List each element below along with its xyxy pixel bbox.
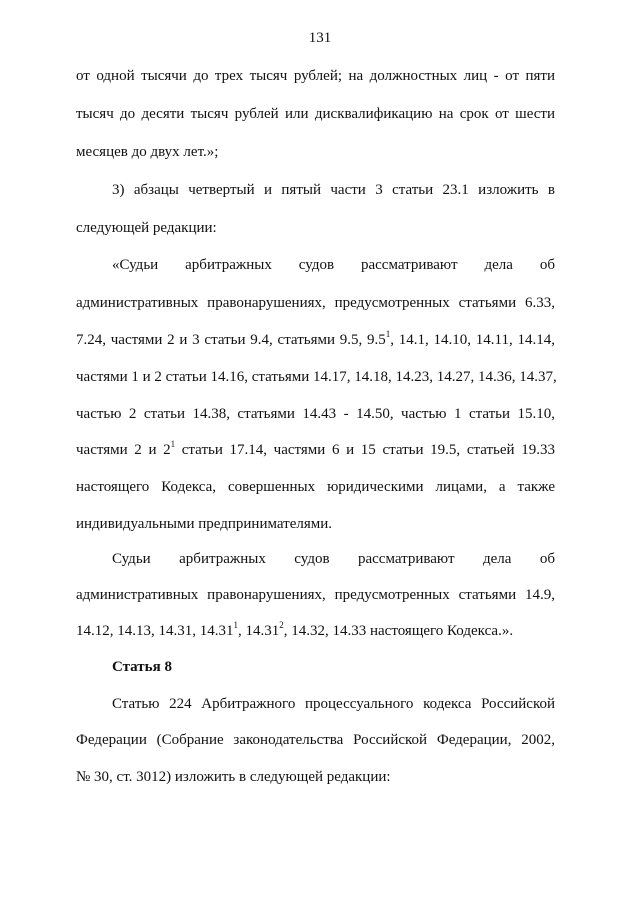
text-line: административных правонарушениях, предусмотренных статьями 6.33, <box>76 295 555 311</box>
text-segment: частями 2 и 2 <box>76 442 171 458</box>
text-line: тысяч до десяти тысяч рублей или дисквалификацию на срок от шести <box>76 106 555 122</box>
text-line <box>76 622 555 640</box>
superscript: 1 <box>385 329 391 339</box>
text-segment: 14.12, 14.13, 14.31, 14.31 <box>76 623 234 639</box>
superscript: 2 <box>279 620 284 630</box>
article-heading: Статья 8 <box>112 659 172 675</box>
text-line: настоящего Кодекса, совершенных юридическими лицами, а также <box>76 479 555 495</box>
text-line: месяцев до двух лет.»; <box>76 144 219 160</box>
text-line: административных правонарушениях, предусмотренных статьями 14.9, <box>76 587 555 603</box>
text-line: «Судьи арбитражных судов рассматривают дела об <box>112 257 555 273</box>
text-line <box>76 441 555 459</box>
text-line <box>76 331 555 349</box>
text-line: Судьи арбитражных судов рассматривают дела об <box>112 551 555 567</box>
text-segment: 7.24, частями 2 и 3 статьи 9.4, статьями 9.5, 9.5 <box>76 332 386 348</box>
superscript: 1 <box>233 620 238 630</box>
superscript: 1 <box>170 439 176 449</box>
text-line: от одной тысячи до трех тысяч рублей; на должностных лиц - от пяти <box>76 68 555 84</box>
text-line: 3) абзацы четвертый и пятый части 3 статьи 23.1 изложить в <box>112 182 555 198</box>
text-line: частью 2 статьи 14.38, статьями 14.43 - 14.50, частью 1 статьи 15.10, <box>76 406 555 422</box>
text-line: № 30, ст. 3012) изложить в следующей редакции: <box>76 769 391 785</box>
text-line: Федерации (Собрание законодательства Российской Федерации, 2002, <box>76 732 555 748</box>
text-segment: статьи 17.14, частями 6 и 15 статьи 19.5, статьей 19.33 <box>175 442 555 458</box>
text-line: индивидуальными предпринимателями. <box>76 516 333 532</box>
text-line: частями 1 и 2 статьи 14.16, статьями 14.17, 14.18, 14.23, 14.27, 14.36, 14.37, <box>76 369 557 385</box>
text-segment: , 14.31 <box>238 623 280 639</box>
text-segment: , 14.1, 14.10, 14.11, 14.14, <box>390 332 555 348</box>
text-line: следующей редакции: <box>76 220 217 236</box>
page-number: 131 <box>308 30 332 46</box>
text-segment: , 14.32, 14.33 настоящего Кодекса.». <box>283 623 514 639</box>
text-line: Статью 224 Арбитражного процессуального кодекса Российской <box>112 696 555 712</box>
